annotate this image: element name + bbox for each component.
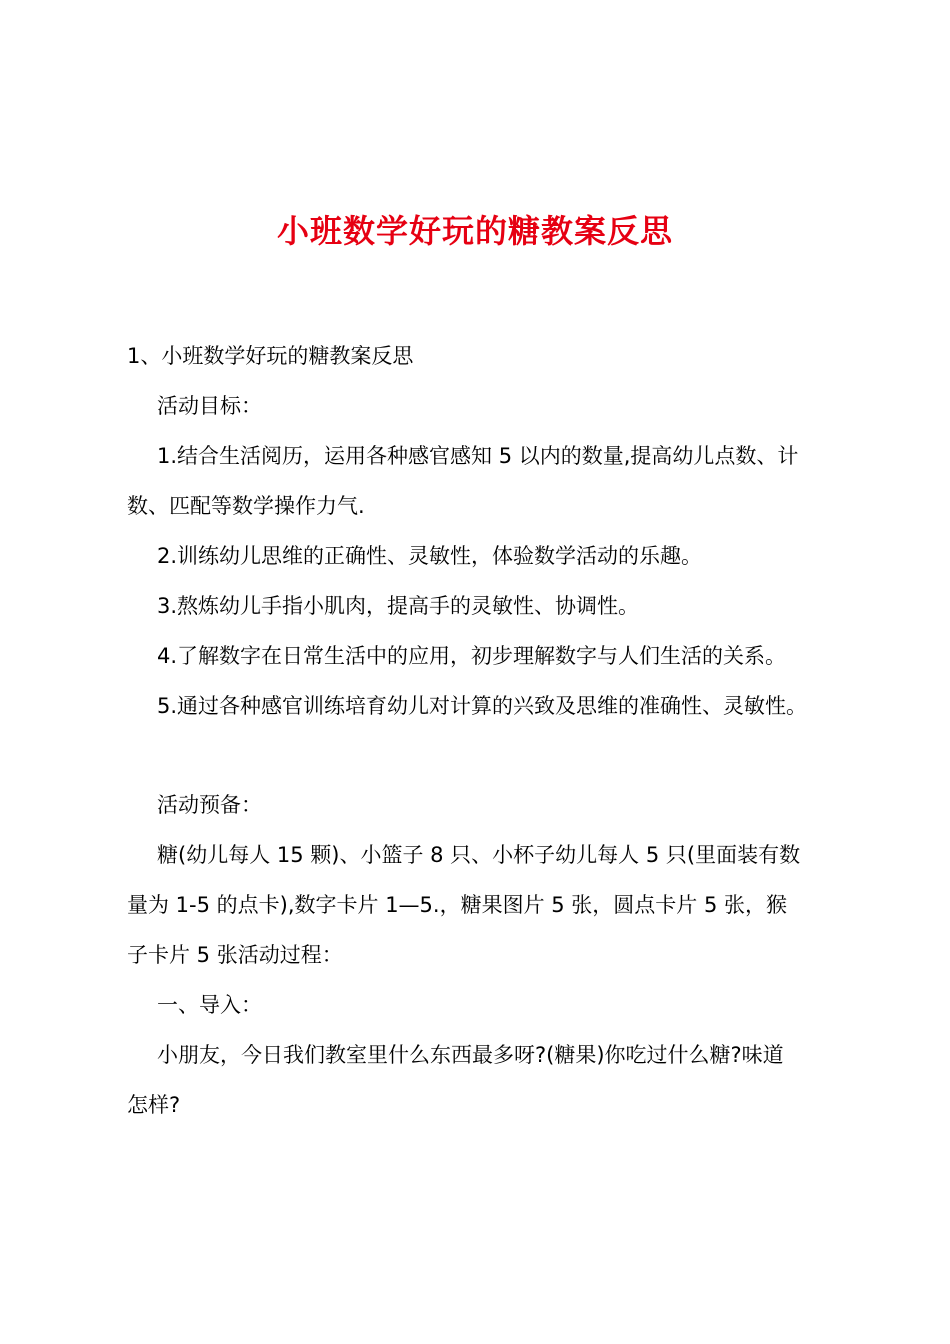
document-title: 小班数学好玩的糖教案反思 [276, 212, 673, 250]
goal-4: 4.了解数字在日常生活中的应用，初步理解数字与人们生活的关系。 [157, 644, 787, 668]
section-label-intro: 一、导入： [157, 993, 262, 1017]
section-label-preparation: 活动预备： [157, 793, 262, 817]
goal-3: 3.熬炼幼儿手指小肌肉，提高手的灵敏性、协调性。 [157, 594, 640, 618]
goal-5: 5.通过各种感官训练培育幼儿对计算的兴致及思维的准确性、灵敏性。 [157, 694, 808, 718]
intro-line-2: 怎样? [127, 1093, 181, 1117]
paragraph-heading: 1、小班数学好玩的糖教案反思 [127, 344, 414, 368]
preparation-line-2: 量为 1-5 的点卡),数字卡片 1—5.，糖果图片 5 张，圆点卡片 5 张，猴 [127, 893, 788, 917]
preparation-line-3: 子卡片 5 张活动过程： [127, 943, 343, 967]
intro-line-1: 小朋友，今日我们教室里什么东西最多呀?(糖果)你吃过什么糖?味道 [157, 1043, 784, 1067]
preparation-line-1: 糖(幼儿每人 15 颗)、小篮子 8 只、小杯子幼儿每人 5 只(里面装有数 [157, 843, 801, 867]
goal-1-line-2: 数、匹配等数学操作力气. [127, 494, 365, 518]
section-label-goals: 活动目标： [157, 394, 262, 418]
goal-2: 2.训练幼儿思维的正确性、灵敏性，体验数学活动的乐趣。 [157, 544, 703, 568]
goal-1-line-1: 1.结合生活阅历，运用各种感官感知 5 以内的数量,提高幼儿点数、计 [157, 444, 799, 468]
